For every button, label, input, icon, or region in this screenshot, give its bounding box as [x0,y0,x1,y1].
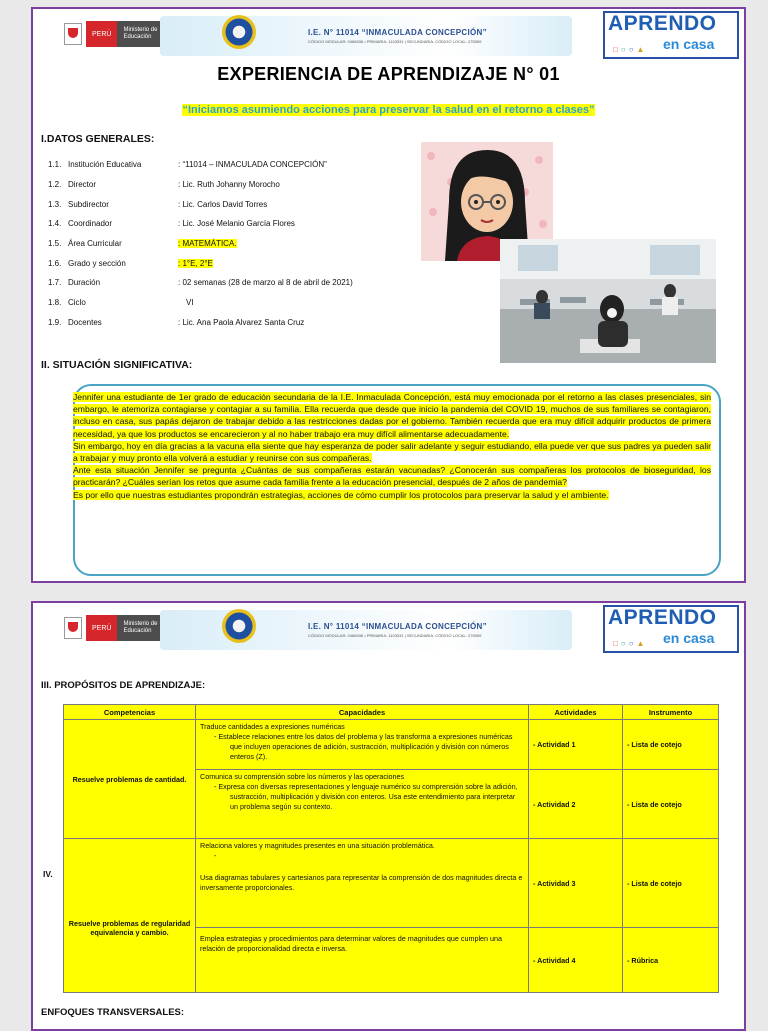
datos-key: Subdirector [68,199,109,209]
datos-num: 1.1. [48,160,62,170]
page-header [33,9,744,63]
section-enfoques: ENFOQUES TRANSVERSALES: [41,1007,185,1018]
datos-row [48,194,353,214]
minedu-logo [64,615,175,641]
peru-shield-icon [64,617,82,639]
actividad-cell: - Actividad 3 [529,839,623,928]
section-propositos: III. PROPÓSITOS DE APRENDIZAJE: [41,680,206,691]
situacion-paragraph [73,391,711,440]
ministry-label: Ministerio de Educación [117,615,175,641]
header-competencias: Competencias [64,705,196,720]
instrumento-cell: - Lista de cotejo [623,770,719,839]
situacion-paragraph [73,440,711,464]
brand-top: APRENDO [608,12,717,35]
datos-num: 1.4. [48,219,62,229]
competencia-cell: Resuelve problemas de regularidad equivalencia y cambio. [64,839,196,993]
header-capacidades: Capacidades [196,705,529,720]
datos-key: Coordinador [68,219,113,229]
document-page-2 [31,601,746,1031]
header-instrumento: Instrumento [623,705,719,720]
actividad-cell: - Actividad 1 [529,720,623,770]
capacidad-cell [196,928,529,993]
school-seal-icon [222,609,256,643]
school-banner [160,610,572,650]
datos-key: Duración [68,278,101,288]
datos-key: Área Curricular [68,239,122,249]
datos-value: : 1°E, 2°E [178,258,213,268]
datos-row [48,293,353,313]
page-header [33,603,744,657]
brand-dots-icon: □○○▲ [613,639,648,648]
capacidad-title: Comunica su comprensión sobre los números y las operaciones [200,772,405,781]
section-datos-generales: I.DATOS GENERALES: [41,133,155,145]
datos-row [48,253,353,273]
capacidad-title: Emplea estrategias y procedimientos para determinar valores de magnitudes que cumplen una relación de proporcionalidad directa e inversa. [200,934,503,953]
capacidad-detail: - [214,851,217,860]
document-title: EXPERIENCIA DE APRENDIZAJE N° 01 [217,64,560,84]
instrumento-cell: - Rúbrica [623,928,719,993]
peru-shield-icon [64,23,82,45]
datos-value: : Lic. José Melanio García Flores [178,219,295,229]
datos-num: 1.3. [48,199,62,209]
datos-row [48,155,353,175]
competencia-cell: Resuelve problemas de cantidad. [64,720,196,839]
datos-key: Director [68,180,97,190]
datos-num: 1.7. [48,278,62,288]
capacidad-detail: - Expresa con diversas representaciones y lenguaje numérico su comprensión sobre la adición, sustracción, multiplicación y división con enteros. Usa este entendimiento para interpretar un problema según su contexto. [214,782,518,811]
datos-value: : Lic. Ruth Johanny Morocho [178,180,280,190]
peru-label: PERÚ [86,615,117,641]
datos-key: Docentes [68,317,102,327]
capacidad-cell [196,720,529,770]
school-subtitle: CÓDIGO MODULAR: 0466536 • PRIMARIA: 1103331 | SECUNDARIA: CÓDIGO LOCAL: 275559 [308,39,482,44]
datos-value: : 02 semanas (28 de marzo al 8 de abril de 2021) [178,278,353,288]
datos-row [48,273,353,293]
datos-num: 1.8. [48,298,62,308]
datos-value: : MATEMÁTICA. [178,239,237,249]
capacidad-extra: Usa diagramas tabulares y cartesianos para representar la comprensión de dos magnitudes directa e inversamente proporcionales. [200,873,523,892]
ministry-label: Ministerio de Educación [117,21,175,47]
situacion-text: Sin embargo, hoy en día gracias a la vacuna ella siente que hay esperanza de poder salir adelante y seguir estudiando, ella puede ver que sus padres ya pueden salir a trabajar y muy pronto ella volverá a estudiar y reunirse con sus compañeras. [73,440,711,464]
section-iv-label: IV. [43,869,53,879]
situacion-paragraph [73,489,711,501]
datos-row [48,175,353,195]
datos-value: VI [186,298,194,308]
instrumento-cell: - Lista de cotejo [623,720,719,770]
datos-key: Ciclo [68,298,86,308]
section-situacion-significativa: II. SITUACIÓN SIGNIFICATIVA: [41,359,193,371]
school-title: I.E. N° 11014 “INMACULADA CONCEPCIÓN” [308,28,487,37]
datos-num: 1.5. [48,239,62,249]
datos-key: Institución Educativa [68,160,142,170]
propositos-table [63,704,719,993]
instrumento-cell: - Lista de cotejo [623,839,719,928]
datos-value: : Lic. Carlos David Torres [178,199,268,209]
minedu-logo [64,21,175,47]
datos-row [48,234,353,254]
actividad-cell: - Actividad 4 [529,928,623,993]
capacidad-cell [196,770,529,839]
actividad-cell: - Actividad 2 [529,770,623,839]
table-row [64,720,719,770]
datos-num: 1.6. [48,258,62,268]
datos-row [48,214,353,234]
school-banner [160,16,572,56]
situacion-text: Ante esta situación Jennifer se pregunta ¿Cuántas de sus compañeras estarán vacunadas? ¿Conocerán sus compañeras los protocolos de bioseguridad, los practicarán? ¿Cuáles serían los retos que asume cada familia frente a la educación presencial, después de 2 años de pandemia? [73,465,711,488]
datos-value: : Lic. Ana Paola Alvarez Santa Cruz [178,317,305,327]
brand-bottom: en casa [663,36,715,52]
school-subtitle: CÓDIGO MODULAR: 0466536 • PRIMARIA: 1103331 | SECUNDARIA: CÓDIGO LOCAL: 275559 [308,633,482,638]
capacidad-title: Relaciona valores y magnitudes presentes en una situación problemática. [200,841,435,850]
table-row [64,839,719,928]
brand-dots-icon: □○○▲ [613,45,648,54]
header-actividades: Actividades [529,705,623,720]
school-title: I.E. N° 11014 “INMACULADA CONCEPCIÓN” [308,622,487,631]
situacion-significativa-box [73,384,721,576]
capacidad-title: Traduce cantidades a expresiones numéricas [200,722,345,731]
document-page-1 [31,7,746,583]
datos-num: 1.2. [48,180,62,190]
school-seal-icon [222,15,256,49]
datos-generales-list [48,155,353,332]
brand-top: APRENDO [608,606,717,629]
datos-row [48,313,353,333]
situacion-paragraph [73,464,711,488]
datos-value: : “11014 – INMACULADA CONCEPCIÓN” [178,160,327,170]
situacion-text: Jennifer una estudiante de 1er grado de educación secundaria de la I.E. Inmaculada Concepción, está muy emocionada por el retorno a las clases presenciales, sin embargo, le atemoriza contagiarse y contagiar a su familia. Ella recuerda que desde que inicio la pandemia del COVID 19, muchos de sus familiares se contagiaron, incluso en casa, sus papás dejaron de trabajar debido a las restricciones dadas por el gobierno. También recuerda que era muy difícil adquirir productos de primera necesidad, ya que los productos se encarecieron y al no haber trabajo era muy difícil alimentarse adecuadamente. [73,392,711,439]
brand-bottom: en casa [663,630,715,646]
classroom-photo [500,239,716,363]
aprendo-en-casa-logo [603,11,739,59]
table-header-row [64,705,719,720]
situacion-text: Es por ello que nuestras estudiantes propondrán estrategias, acciones de cómo cumplir los protocolos para preservar la salud y el ambiente. [73,489,609,500]
aprendo-en-casa-logo [603,605,739,653]
capacidad-cell [196,839,529,928]
datos-key: Grado y sección [68,258,126,268]
document-subtitle: “Iniciamos asumiendo acciones para preservar la salud en el retorno a clases” [182,104,595,116]
capacidad-detail: - Establece relaciones entre los datos del problema y las transforma a expresiones numéricas que incluyen operaciones de adición, sustracción, multiplicación y división con números enteros (Z). [214,732,513,761]
peru-label: PERÚ [86,21,117,47]
datos-num: 1.9. [48,317,62,327]
